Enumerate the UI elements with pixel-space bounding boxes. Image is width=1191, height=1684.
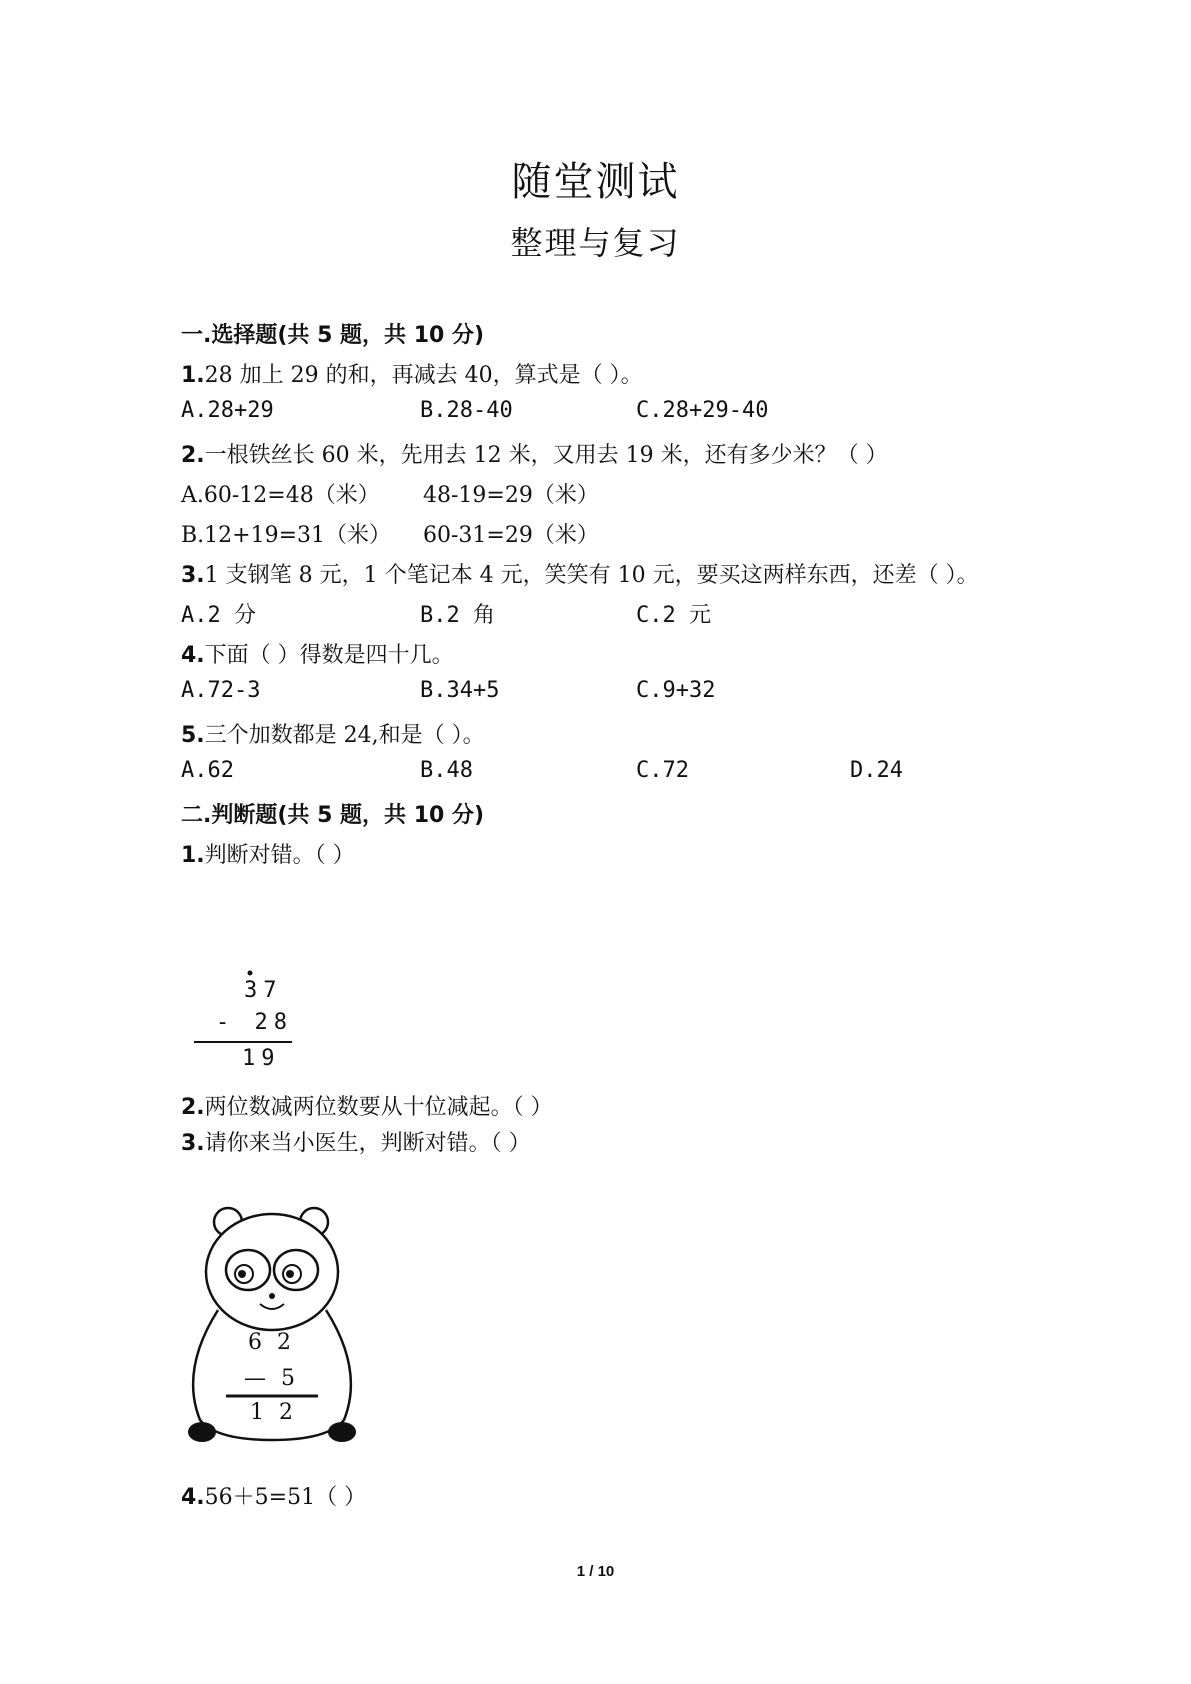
question-1-4 (181, 638, 454, 669)
question-text: 1 支钢笔 8 元，1 个笔记本 4 元，笑笑有 10 元，要买这两样东西，还差（ ）。 (204, 563, 979, 588)
panda-calc-subtrahend: — 5 (244, 1366, 299, 1391)
question-text: 28 加上 29 的和，再减去 40，算式是（ ）。 (204, 363, 643, 388)
option-a: A.28+29 (181, 398, 274, 423)
panda-calc-result: 1 2 (250, 1400, 297, 1425)
question-2-4 (181, 1480, 366, 1511)
option-c: C.2 元 (636, 603, 711, 628)
question-number: 4. (181, 643, 205, 668)
calc-result: 19 (242, 1046, 281, 1071)
question-text: 请你来当小医生，判断对错。（ ） (204, 1131, 531, 1156)
option-a-step2: 48-19=29（米） (423, 483, 599, 508)
question-number: 3. (181, 1131, 205, 1156)
panda-calc-minuend: 6 2 (248, 1330, 295, 1355)
question-text: 一根铁丝长 60 米，先用去 12 米，又用去 19 米，还有多少米？（ ） (204, 443, 888, 468)
question-2-1 (181, 838, 355, 869)
question-2-3 (181, 1126, 531, 1157)
question-1-3 (181, 558, 979, 589)
option-b: B.28-40 (420, 398, 513, 423)
question-text: 判断对错。（ ） (204, 843, 355, 868)
option-b: B.48 (420, 758, 473, 783)
calc-subtrahend: - 28 (216, 1010, 293, 1035)
question-text: 两位数减两位数要从十位减起。（ ） (204, 1095, 553, 1120)
option-c: C.28+29-40 (636, 398, 769, 423)
question-number: 1. (181, 843, 205, 868)
question-text: 下面（ ）得数是四十几。 (204, 643, 454, 668)
option-b: B.2 角 (420, 603, 495, 628)
question-number: 2. (181, 443, 205, 468)
option-d: D.24 (850, 758, 903, 783)
option-b: B.34+5 (420, 678, 500, 703)
option-a: A.2 分 (181, 603, 256, 628)
question-1-5 (181, 718, 485, 749)
question-1-2 (181, 438, 888, 469)
page-title: 随堂测试 (511, 159, 680, 205)
question-text: 56＋5=51（ ） (204, 1485, 367, 1510)
option-c: C.9+32 (636, 678, 716, 703)
page-number: 1 / 10 (576, 1563, 615, 1580)
option-a: A.72-3 (181, 678, 261, 703)
section-heading-choice: 一.选择题(共 5 题，共 10 分) (181, 323, 485, 348)
option-a-step1: A.60-12=48（米） (181, 483, 380, 508)
section-heading-judge: 二.判断题(共 5 题，共 10 分) (181, 803, 485, 828)
question-number: 3. (181, 563, 205, 588)
calc-minuend: 37 (244, 978, 283, 1003)
option-b-step2: 60-31=29（米） (423, 523, 599, 548)
question-number: 1. (181, 363, 205, 388)
question-1-1 (181, 358, 643, 389)
option-c: C.72 (636, 758, 689, 783)
question-text: 三个加数都是 24,和是（ ）。 (204, 723, 485, 748)
option-b-step1: B.12+19=31（米） (181, 523, 392, 548)
panda-illustration (186, 1200, 376, 1460)
question-2-2 (181, 1090, 553, 1121)
carry-dot (248, 971, 253, 976)
vertical-subtraction (190, 960, 300, 1070)
question-number: 5. (181, 723, 205, 748)
option-a: A.62 (181, 758, 234, 783)
question-number: 2. (181, 1095, 205, 1120)
page-subtitle: 整理与复习 (510, 224, 681, 262)
question-number: 4. (181, 1485, 205, 1510)
